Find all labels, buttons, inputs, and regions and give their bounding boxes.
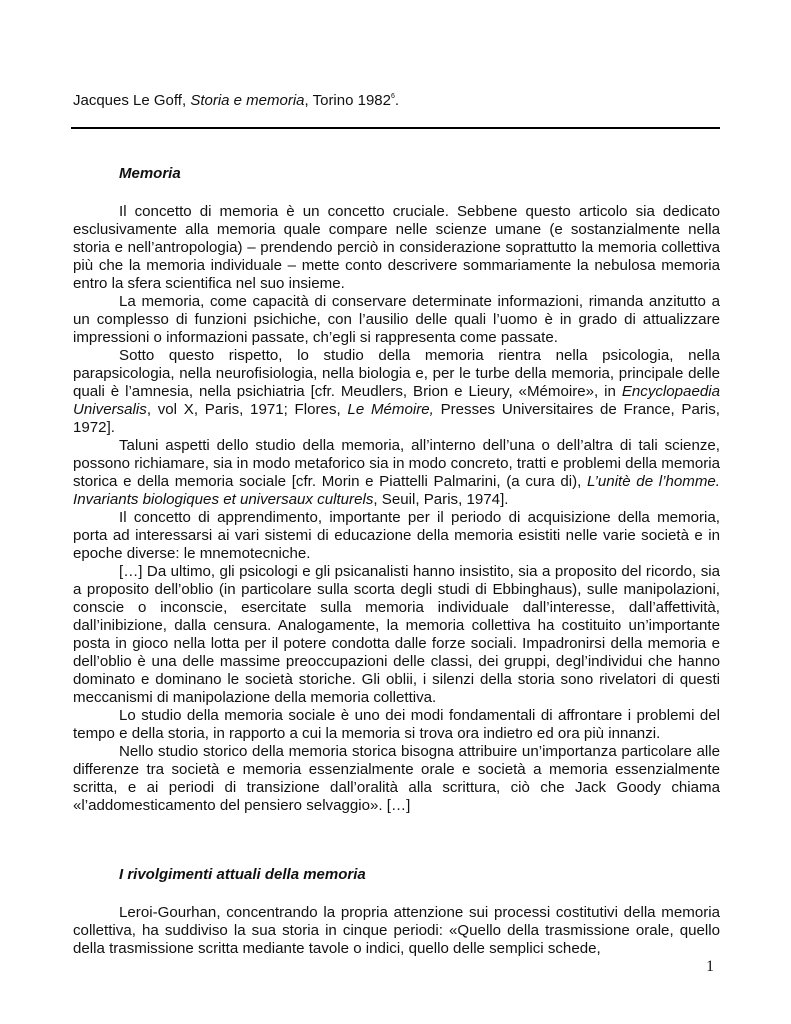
paragraph-text: […] Da ultimo, gli psicologi e gli psicanalisti hanno insistito, sia a proposito del ricordo, sia a proposito dell’oblio (in particolare sulla scorta degli studi di Ebbinghaus), sulle manipolazioni, conscie o inconscie, esercitate sulla memoria individuale dall’interesse, dall’affettività, dall’inibizione, dalla censura. Analogamente, la memoria collettiva ha costituito un’importante posta in gioco nella lotta per il potere condotta dalle forze sociali. Impadronirsi della memoria e dell’oblio è una delle massime preoccupazioni delle classi, dei gruppi, degl’individui che hanno dominato e dominano le società storiche. Gli oblii, i silenzi della storia sono rivelatori di questi meccanismi di manipolazione della memoria collettiva. (73, 563, 720, 706)
body-paragraph (73, 563, 720, 707)
body-paragraph (73, 437, 720, 509)
body-paragraph (73, 347, 720, 437)
paragraph-text: Lo studio della memoria sociale è uno dei modi fondamentali di affrontare i problemi del tempo e della storia, in rapporto a cui la memoria si trova ora indietro ed ora più innanzi. (73, 707, 720, 742)
paragraph-text: Sotto questo rispetto, lo studio della memoria rientra nella psicologia, nella parapsicologia, nella neurofisiologia, nella biologia e, per le turbe della memoria, principale delle quali è l’amnesia, nella psichiatria [cfr. Meudlers, Brion e Lieury, «Mémoire», in (73, 347, 720, 400)
section-title-memoria: Memoria (119, 165, 181, 182)
body-paragraph (73, 707, 720, 743)
paragraph-text: , vol X, Paris, 1971; Flores, (146, 401, 348, 418)
citation-place-year: , Torino 1982 (304, 92, 391, 109)
italic-citation: Le Mémoire, (347, 401, 434, 418)
header-rule (71, 127, 720, 129)
italic-citation: Encyclopaedia Universalis (73, 383, 720, 418)
page-number: 1 (706, 958, 714, 975)
section-rivolgimenti-body (73, 904, 720, 958)
body-paragraph (73, 904, 720, 958)
body-paragraph (73, 293, 720, 347)
body-paragraph (73, 509, 720, 563)
citation-end: . (394, 92, 400, 109)
section-title-rivolgimenti: I rivolgimenti attuali della memoria (119, 866, 366, 883)
paragraph-text: Presses Universitaires de France, Paris, 1972]. (73, 401, 720, 436)
body-paragraph (73, 743, 720, 815)
paragraph-text: Il concetto di apprendimento, importante per il periodo di acquisizione della memoria, porta ad interessarsi ai vari sistemi di educazione della memoria esistiti nelle varie società e in epoche diverse: le mnemotecniche. (73, 509, 720, 562)
section-memoria-body (73, 203, 720, 815)
citation-edition-superscript: 6 (391, 93, 395, 100)
paragraph-text: Leroi-Gourhan, concentrando la propria attenzione sui processi costitutivi della memoria collettiva, ha suddiviso la sua storia in cinque periodi: «Quello della trasmissione orale, quello della trasmissione scritta mediante tavole o indici, quello delle semplici schede, (73, 904, 720, 957)
paragraph-text: , Seuil, Paris, 1974]. (373, 491, 509, 508)
paragraph-text: Taluni aspetti dello studio della memoria, all’interno dell’una o dell’altra di tali scienze, possono richiamare, sia in modo metaforico sia in modo concreto, tratti e problemi della memoria storica e della memoria sociale [cfr. Morin e Piattelli Palmarini, (a cura di), (73, 437, 720, 490)
paragraph-text: Nello studio storico della memoria storica bisogna attribuire un’importanza particolare alle differenze tra società e memoria essenzialmente orale e società a memoria essenzialmente scritta, e ai periodi di transizione dall’oralità alla scrittura, ciò che Jack Goody chiama «l’addomesticamento del pensiero selvaggio». […] (73, 743, 720, 814)
document-body (73, 165, 720, 958)
citation-author: Jacques Le Goff, (73, 92, 191, 109)
citation-title: Storia e memoria (190, 92, 305, 109)
paragraph-text: Il concetto di memoria è un concetto cruciale. Sebbene questo articolo sia dedicato esclusivamente alla memoria quale compare nelle scienze umane (e sostanzialmente nella storia e nell’antropologia) – prendendo perciò in considerazione soprattutto la memoria collettiva più che la memoria individuale – mette conto descrivere sommariamente la nebulosa memoria entro la sfera scientifica nel suo insieme. (73, 203, 720, 292)
italic-citation: L’unitè de l’homme. Invariants biologiques et universaux culturels (73, 473, 720, 508)
body-paragraph (73, 203, 720, 293)
paragraph-text: La memoria, come capacità di conservare determinate informazioni, rimanda anzitutto a un complesso di funzioni psichiche, con l’ausilio delle quali l’uomo è in grado di attualizzare impressioni o informazioni passate, ch’egli si rappresenta come passate. (73, 293, 720, 346)
citation-header (73, 92, 723, 110)
